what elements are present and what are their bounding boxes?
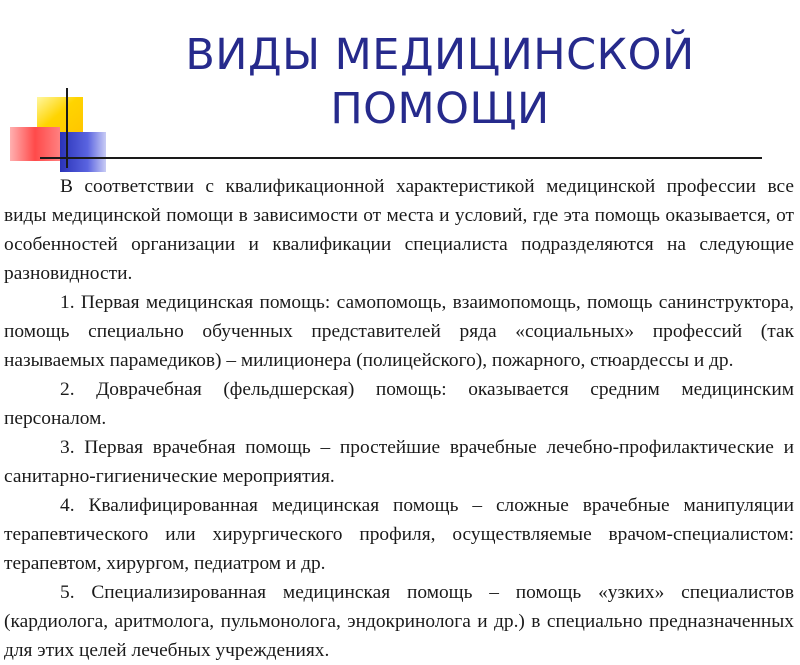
paragraph-item-2: 2. Доврачебная (фельдшерская) помощь: оказывается средним медицинским персоналом.	[4, 379, 794, 429]
decor-red-square	[10, 127, 60, 161]
title-line-1: ВИДЫ МЕДИЦИНСКОЙ	[185, 30, 695, 80]
decor-yellow-square	[37, 97, 83, 137]
title-line-2: ПОМОЩИ	[330, 84, 550, 134]
paragraph-intro: В соответствии с квалификационной характеристикой медицинской профессии все виды медицинской помощи в зависимости от места и условий, где эта помощь оказывается, от особенностей организации и квалификации специалиста подразделяются на следующие разновидности.	[4, 176, 794, 284]
slide-title	[150, 28, 730, 136]
body-text	[4, 172, 794, 665]
paragraph-item-4: 4. Квалифицированная медицинская помощь – сложные врачебные манипуляции терапевтического или хирургического профиля, осуществляемые врачом-специалистом: терапевтом, хирургом, педиатром и др.	[4, 495, 794, 574]
paragraph-item-1: 1. Первая медицинская помощь: самопомощь, взаимопомощь, помощь санинструктора, помощь специально обученных представителей ряда «социальных» профессий (так называемых парамедиков) – милиционера (полицейского), пожарного, стюардессы и др.	[4, 292, 794, 371]
paragraph-item-3: 3. Первая врачебная помощь – простейшие врачебные лечебно-профилактические и санитарно-гигиенические мероприятия.	[4, 437, 794, 487]
decor-blue-square	[60, 132, 106, 172]
paragraph-item-5: 5. Специализированная медицинская помощь – помощь «узких» специалистов (кардиолога, аритмолога, пульмонолога, эндокринолога и др.) в специально предназначенных для этих целей лечебных учреждениях.	[4, 582, 794, 661]
